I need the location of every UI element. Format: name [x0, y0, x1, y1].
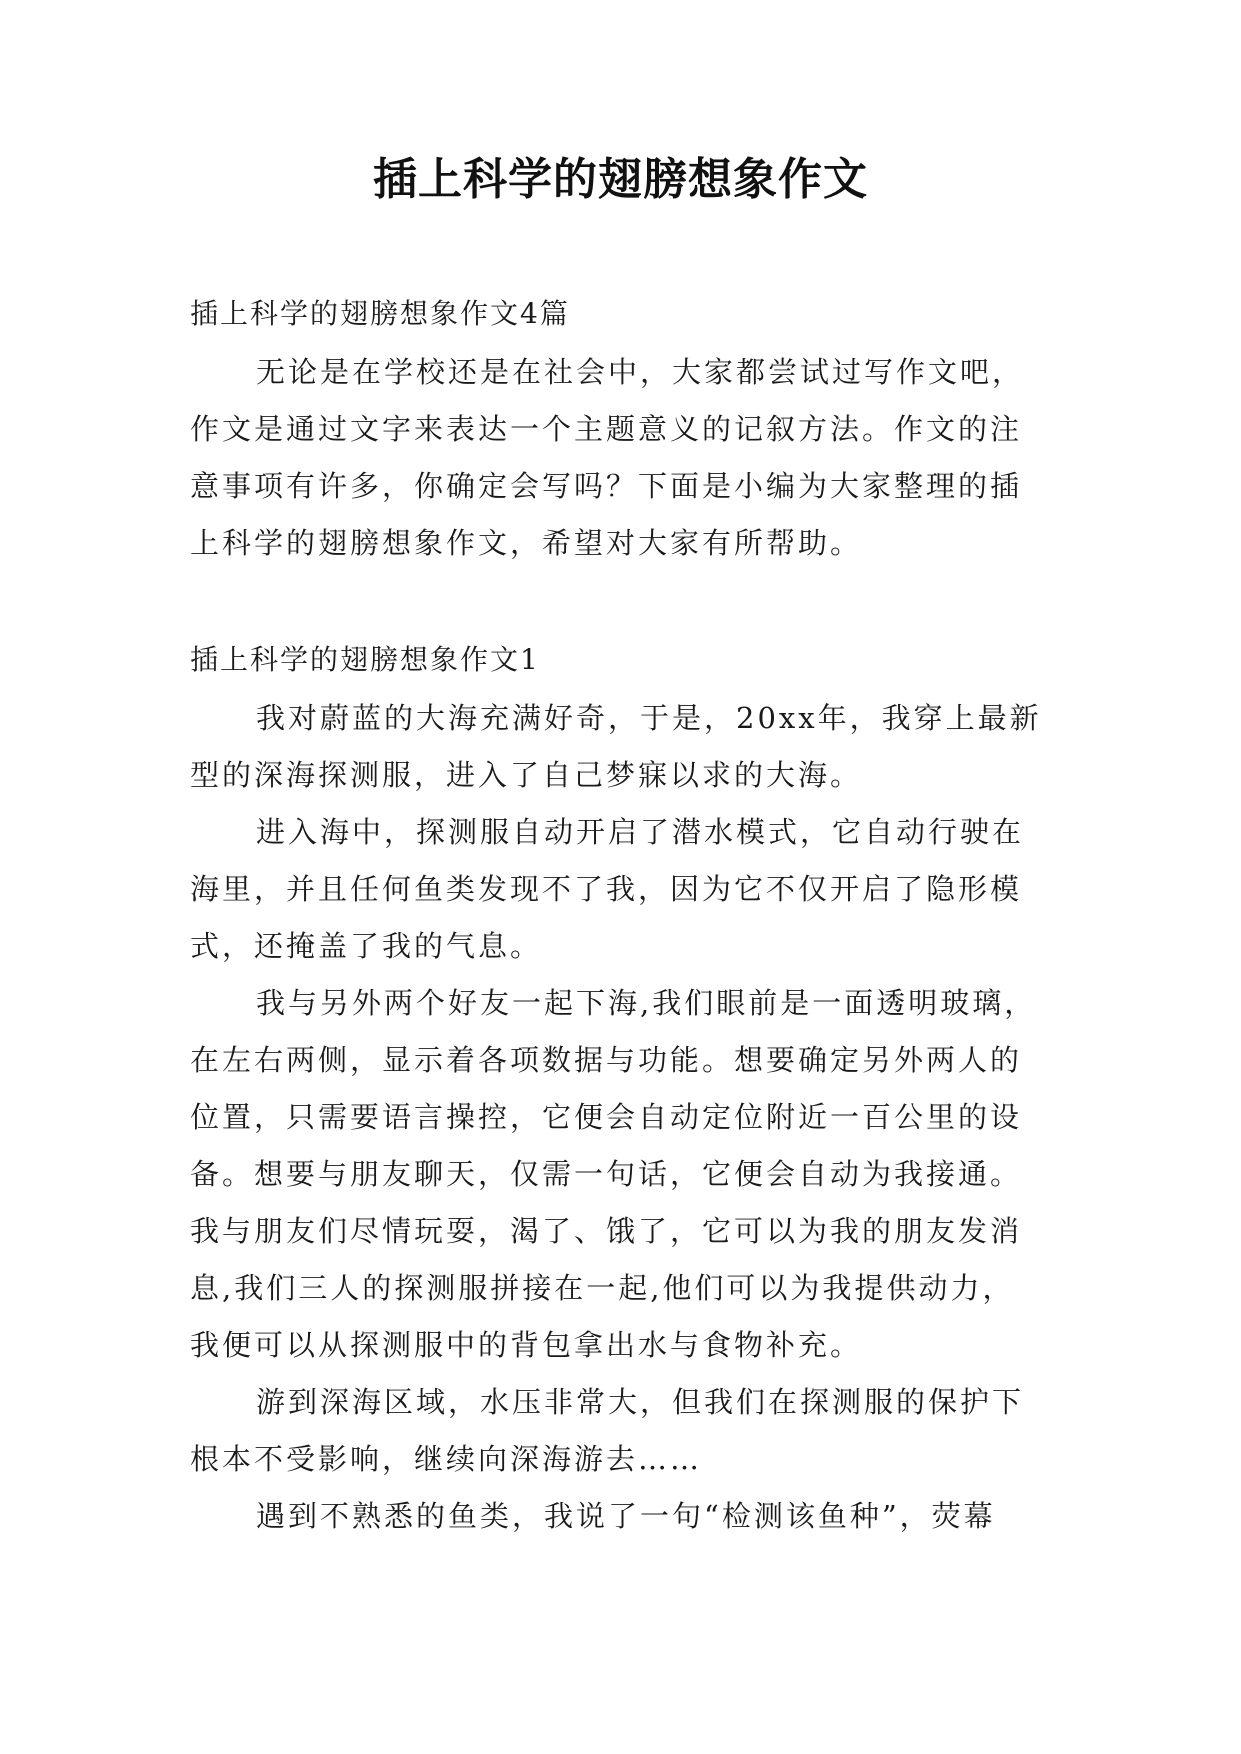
- paragraph-spacer: [190, 572, 1050, 630]
- text-line: 息,我们三人的探测服拼接在一起,他们可以为我提供动力，: [190, 1271, 1015, 1305]
- text-line: 我对蔚蓝的大海充满好奇，于是，20xx年，我穿上最新: [256, 701, 1042, 735]
- text-line: 根本不受影响，继续向深海游去……: [190, 1442, 703, 1476]
- text-line: 式，还掩盖了我的气息。: [190, 929, 543, 963]
- essay1-paragraph-3: [190, 975, 1050, 1374]
- text-line: 在左右两侧，显示着各项数据与功能。想要确定另外两人的: [190, 1043, 1023, 1077]
- text-line: 备。想要与朋友聊天，仅需一句话，它便会自动为我接通。: [190, 1157, 1023, 1191]
- text-line: 游到深海区域，水压非常大，但我们在探测服的保护下: [256, 1385, 1025, 1419]
- document-body: [190, 284, 1050, 1545]
- text-line: 上科学的翅膀想象作文，希望对大家有所帮助。: [190, 526, 863, 560]
- text-line: 我与另外两个好友一起下海,我们眼前是一面透明玻璃，: [256, 986, 1037, 1020]
- intro-paragraph: [190, 344, 1050, 572]
- essay1-paragraph-4: [190, 1374, 1050, 1488]
- intro-heading: 插上科学的翅膀想象作文4篇: [190, 297, 570, 330]
- text-line: 意事项有许多，你确定会写吗？下面是小编为大家整理的插: [190, 469, 1023, 503]
- text-line: 我与朋友们尽情玩耍，渴了、饿了，它可以为我的朋友发消: [190, 1214, 1023, 1248]
- essay1-paragraph-1: [190, 690, 1050, 804]
- text-line: 遇到不熟悉的鱼类，我说了一句“检测该鱼种”，荧幕: [256, 1499, 996, 1533]
- text-line: 无论是在学校还是在社会中，大家都尝试过写作文吧，: [256, 355, 1025, 389]
- essay1-paragraph-2: [190, 804, 1050, 975]
- text-line: 我便可以从探测服中的背包拿出水与食物补充。: [190, 1328, 863, 1362]
- text-line: 作文是通过文字来表达一个主题意义的记叙方法。作文的注: [190, 412, 1023, 446]
- essay1-heading: 插上科学的翅膀想象作文1: [190, 643, 540, 676]
- document-title: 插上科学的翅膀想象作文: [373, 154, 868, 205]
- text-line: 海里，并且任何鱼类发现不了我，因为它不仅开启了隐形模: [190, 872, 1023, 906]
- text-line: 进入海中，探测服自动开启了潜水模式，它自动行驶在: [256, 815, 1025, 849]
- text-line: 型的深海探测服，进入了自己梦寐以求的大海。: [190, 758, 863, 792]
- text-line: 位置，只需要语言操控，它便会自动定位附近一百公里的设: [190, 1100, 1023, 1134]
- essay1-paragraph-5: [190, 1488, 1050, 1545]
